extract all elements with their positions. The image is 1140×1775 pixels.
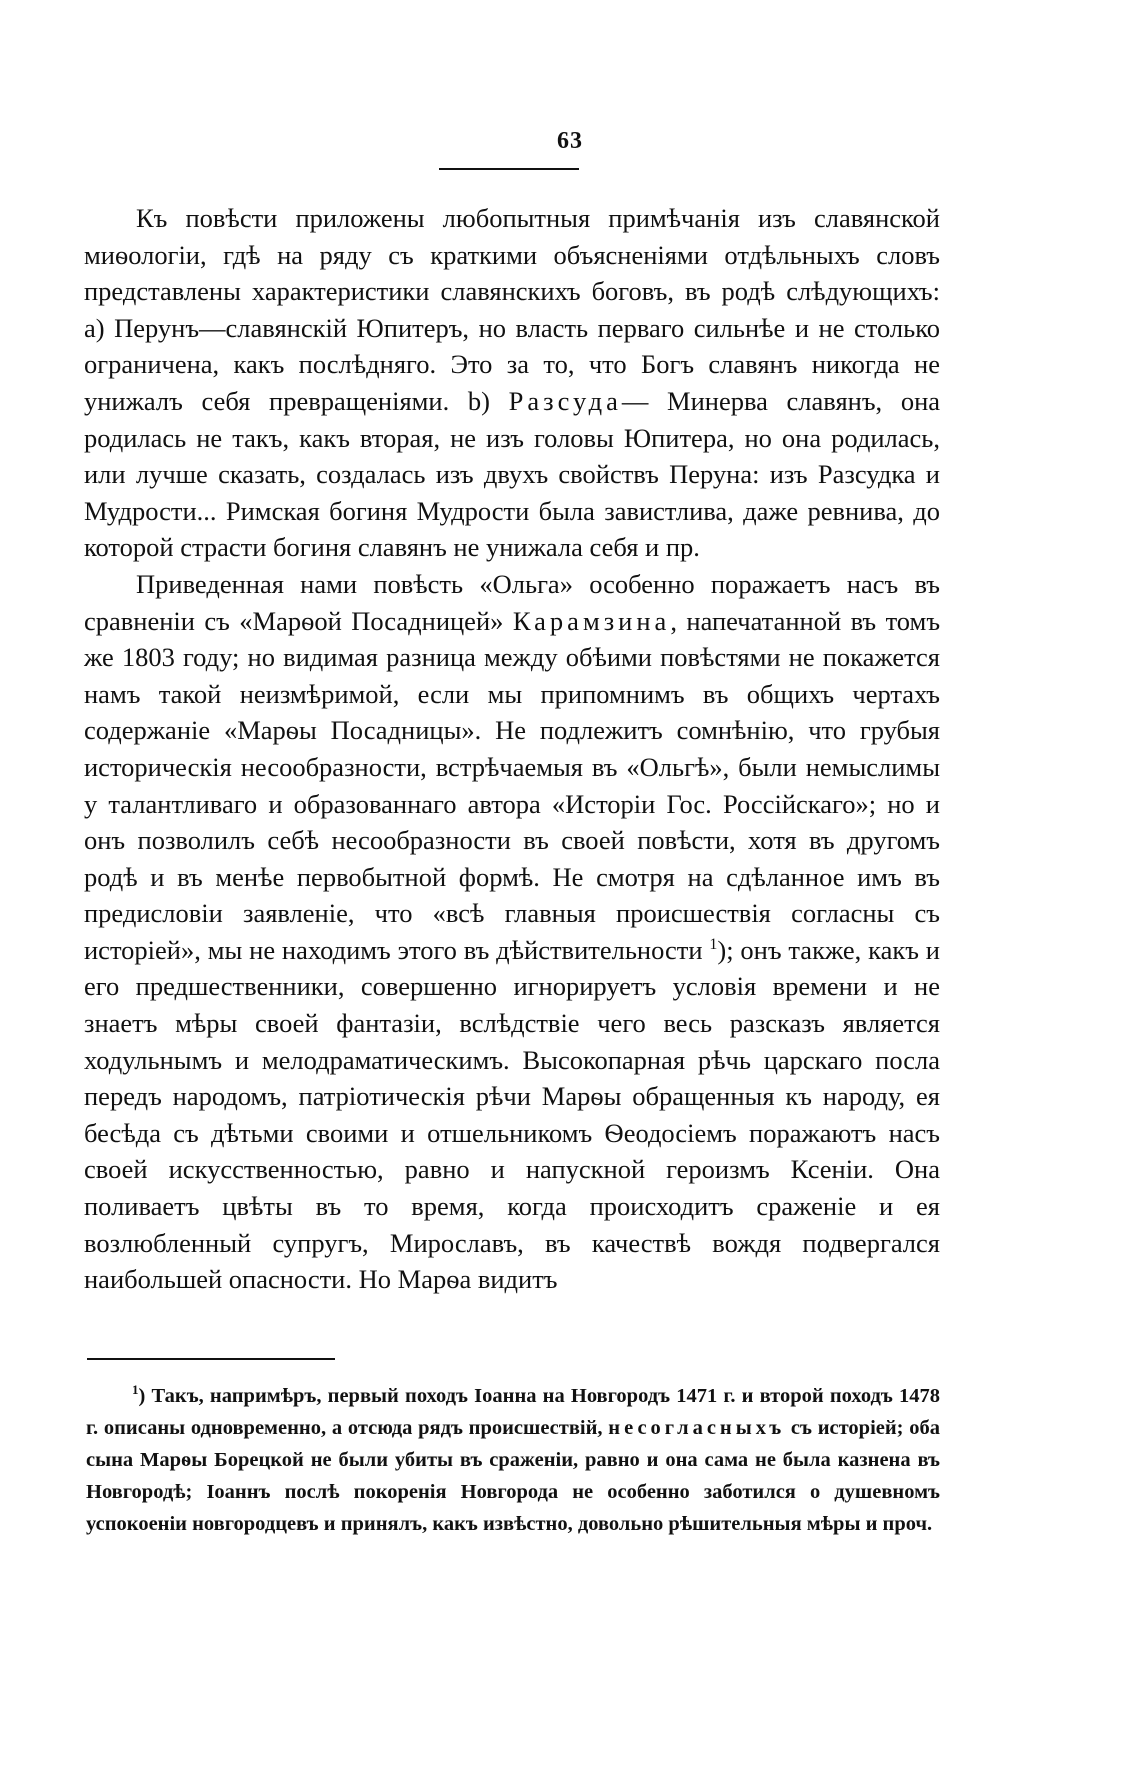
footnote (86, 1380, 940, 1540)
footnote-text-a: ) Такъ, напримѣръ, первый походъ Іоанна на Новгородъ 1471 г. и второй походъ 1478 г. описаны одновременно, а отсюда рядъ происшествій, (86, 1385, 940, 1439)
paragraph-2 (84, 566, 940, 1298)
footnote-rule (87, 1358, 335, 1360)
footnote-paragraph (86, 1380, 940, 1540)
main-text (84, 200, 940, 1298)
paragraph-1-spaced-term: Разсуда (508, 385, 622, 416)
footnote-spaced-term: несогласныхъ (608, 1417, 786, 1439)
footnote-reference: 1 (709, 936, 718, 954)
page-number-rule (439, 168, 579, 170)
paragraph-1-text-b: — Минерва славянъ, она родилась не такъ, какъ вторая, не изъ головы Юпитера, но она родилась, или лучше сказать, создалась изъ двухъ свойствъ Перуна: изъ Разсудка и Мудрости... Римская богиня Мудрости была завистлива, даже ревнива, до которой страсти богиня славянъ не унижала себя и пр. (84, 385, 941, 563)
footnote-marker: 1 (132, 1382, 139, 1398)
page-number: 63 (557, 128, 583, 154)
paragraph-2-text-c: ); онъ также, какъ и его предшественники, совершенно игнорируетъ условія времени и не знаетъ мѣры своей фантазіи, вслѣдствіе чего весь разсказъ является ходульнымъ и мелодраматическимъ. Высокопарная рѣчь царскаго посла передъ народомъ, патріотическія рѣчи Марѳы обращенныя къ народу, ея бесѣда съ дѣтьми своими и отшельникомъ Ѳеодосіемъ поражаютъ насъ своей искусственностью, равно и напускной героизмъ Ксеніи. Она поливаетъ цвѣты въ то время, когда происходитъ сраженіе и ея возлюбленный супругъ, Мирославъ, въ качествѣ вождя подвергался наибольшей опасности. Но Марѳа видитъ (84, 934, 940, 1295)
paragraph-2-spaced-term: Карамзина (512, 605, 671, 636)
paragraph-1-text-a: Къ повѣсти приложены любопытныя примѣчанія изъ славянской миѳологіи, гдѣ на ряду съ краткими объясненіями отдѣльныхъ словъ представлены характеристики славянскихъ боговъ, въ родѣ слѣдующихъ: а) Перунъ—славянскій Юпитеръ, но власть перваго сильнѣе и не столько ограничена, какъ послѣдняго. Это за то, что Богъ славянъ никогда не унижалъ себя превращеніями. b) (84, 203, 940, 416)
paragraph-2-text-b: , напечатанной въ томъ же 1803 году; но видимая разница между обѣими повѣстями не покажется намъ такой неизмѣримой, если мы припомнимъ въ общихъ чертахъ содержаніе «Марѳы Посадницы». Не подлежитъ сомнѣнію, что грубыя историческія несообразности, встрѣчаемыя въ «Ольгѣ», были немыслимы у талантливаго и образованнаго автора «Исторіи Гос. Россійскаго»; но и онъ позволилъ себѣ несообразности въ своей повѣсти, хотя въ другомъ родѣ и въ менѣе первобытной формѣ. Не смотря на сдѣланное имъ въ предисловіи заявленіе, что «всѣ главныя происшествія согласны съ исторіей», мы не находимъ этого въ дѣйствительности (84, 605, 941, 965)
paragraph-1 (84, 200, 940, 566)
paragraph-2-text-a: Приведенная нами повѣсть «Ольга» особенно поражаетъ насъ въ сравненіи съ «Марѳой Посадницей» (84, 568, 940, 636)
footnote-text-b: съ исторіей; оба сына Марѳы Борецкой не были убиты въ сраженіи, равно и она сама не была казнена въ Новгородѣ; Іоаннъ послѣ покоренія Новгорода не особенно заботился о душевномъ успокоеніи новгородцевъ и принялъ, какъ извѣстно, довольно рѣшительныя мѣры и проч. (86, 1417, 940, 1535)
